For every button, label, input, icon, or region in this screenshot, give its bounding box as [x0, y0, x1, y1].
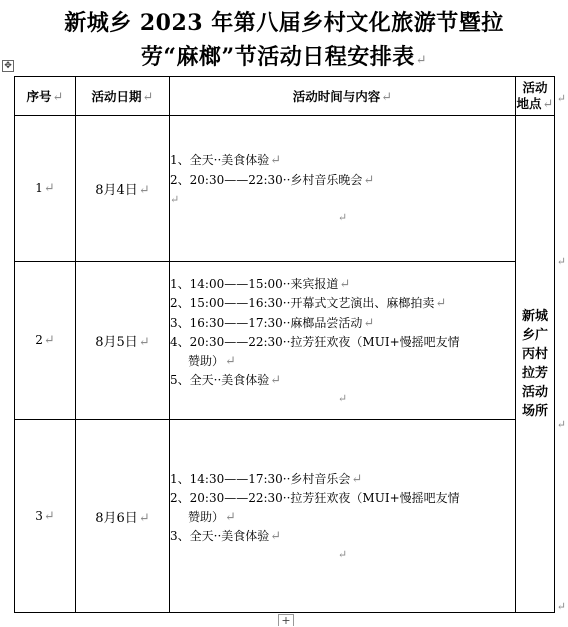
venue-cell: [516, 116, 555, 613]
table-move-handle-icon[interactable]: ✥: [2, 60, 14, 72]
table-header-row: [15, 77, 555, 116]
document-title-line-1: [0, 6, 568, 37]
activity-item: 1、14:00——15:00··来宾报道↵: [170, 276, 351, 292]
header-venue: 活动 地点↵: [516, 77, 555, 116]
activity-item: 2、15:00——16:30··开幕式文艺演出、麻榔拍卖↵: [170, 296, 447, 311]
table-resize-handle-icon[interactable]: +: [278, 614, 294, 626]
row-number: 3↵: [15, 420, 76, 613]
end-of-row-mark: ↵: [556, 600, 566, 613]
activity-item: 2、20:30——22:30··乡村音乐晚会↵: [170, 172, 375, 188]
document-title-line-2: [0, 40, 568, 71]
activity-item: 3、16:30——17:30··麻榔品尝活动↵: [170, 315, 375, 331]
title-text-1: 新城乡 2023 年第八届乡村文化旅游节暨拉: [64, 10, 504, 36]
row-activities: 1、14:00——15:00··来宾报道↵ 2、15:00——16:30··开幕式文艺演出、麻榔拍卖↵ 3、16:30——17:30··麻榔品尝活动↵ 4、20:30——22:30··拉芳狂欢夜（MUI+慢摇吧友情 赞助）↵ 5、全天··美食体验↵ ↵: [170, 262, 516, 420]
paragraph-mark: ↵: [415, 53, 428, 68]
table-row: [15, 116, 555, 262]
venue-line: 新城: [521, 309, 548, 324]
venue-line: 丙村: [521, 347, 548, 362]
header-number: 序号↵: [15, 77, 76, 116]
title-text-2: 劳“麻榔”节活动日程安排表: [140, 44, 415, 70]
activity-item-continued: 赞助）↵: [188, 509, 236, 525]
header-date: 活动日期↵: [76, 77, 170, 116]
activity-item-continued: 赞助）↵: [188, 353, 236, 369]
activity-item: 2、20:30——22:30··拉芳狂欢夜（MUI+慢摇吧友情: [170, 491, 460, 505]
row-date: 8月4日↵: [76, 116, 170, 262]
end-of-row-mark: ↵: [556, 418, 566, 431]
table-row: [15, 420, 555, 613]
activity-item: 3、全天··美食体验↵: [170, 529, 282, 544]
venue-line: 拉芳: [521, 366, 548, 381]
activity-item: 1、14:30——17:30··乡村音乐会↵: [170, 471, 363, 487]
schedule-table: [14, 76, 555, 613]
header-content: 活动时间与内容↵: [170, 77, 516, 116]
end-of-row-mark: ↵: [556, 255, 566, 268]
table-row: [15, 262, 555, 420]
activity-item: 4、20:30——22:30··拉芳狂欢夜（MUI+慢摇吧友情: [170, 335, 460, 349]
row-number: 2↵: [15, 262, 76, 420]
row-date: 8月6日↵: [76, 420, 170, 613]
row-activities: 1、14:30——17:30··乡村音乐会↵ 2、20:30——22:30··拉芳狂欢夜（MUI+慢摇吧友情 赞助）↵ 3、全天··美食体验↵ ↵: [170, 420, 516, 613]
venue-line: 活动: [521, 385, 548, 400]
venue-line: 乡广: [521, 328, 548, 343]
end-of-row-mark: ↵: [556, 92, 566, 105]
activity-item: 5、全天··美食体验↵: [170, 373, 282, 388]
row-date: 8月5日↵: [76, 262, 170, 420]
row-activities: 1、全天··美食体验↵ 2、20:30——22:30··乡村音乐晚会↵ ↵ ↵: [170, 116, 516, 262]
activity-item: 1、全天··美食体验↵: [170, 153, 282, 169]
venue-line: 场所: [521, 404, 548, 419]
row-number: 1↵: [15, 116, 76, 262]
